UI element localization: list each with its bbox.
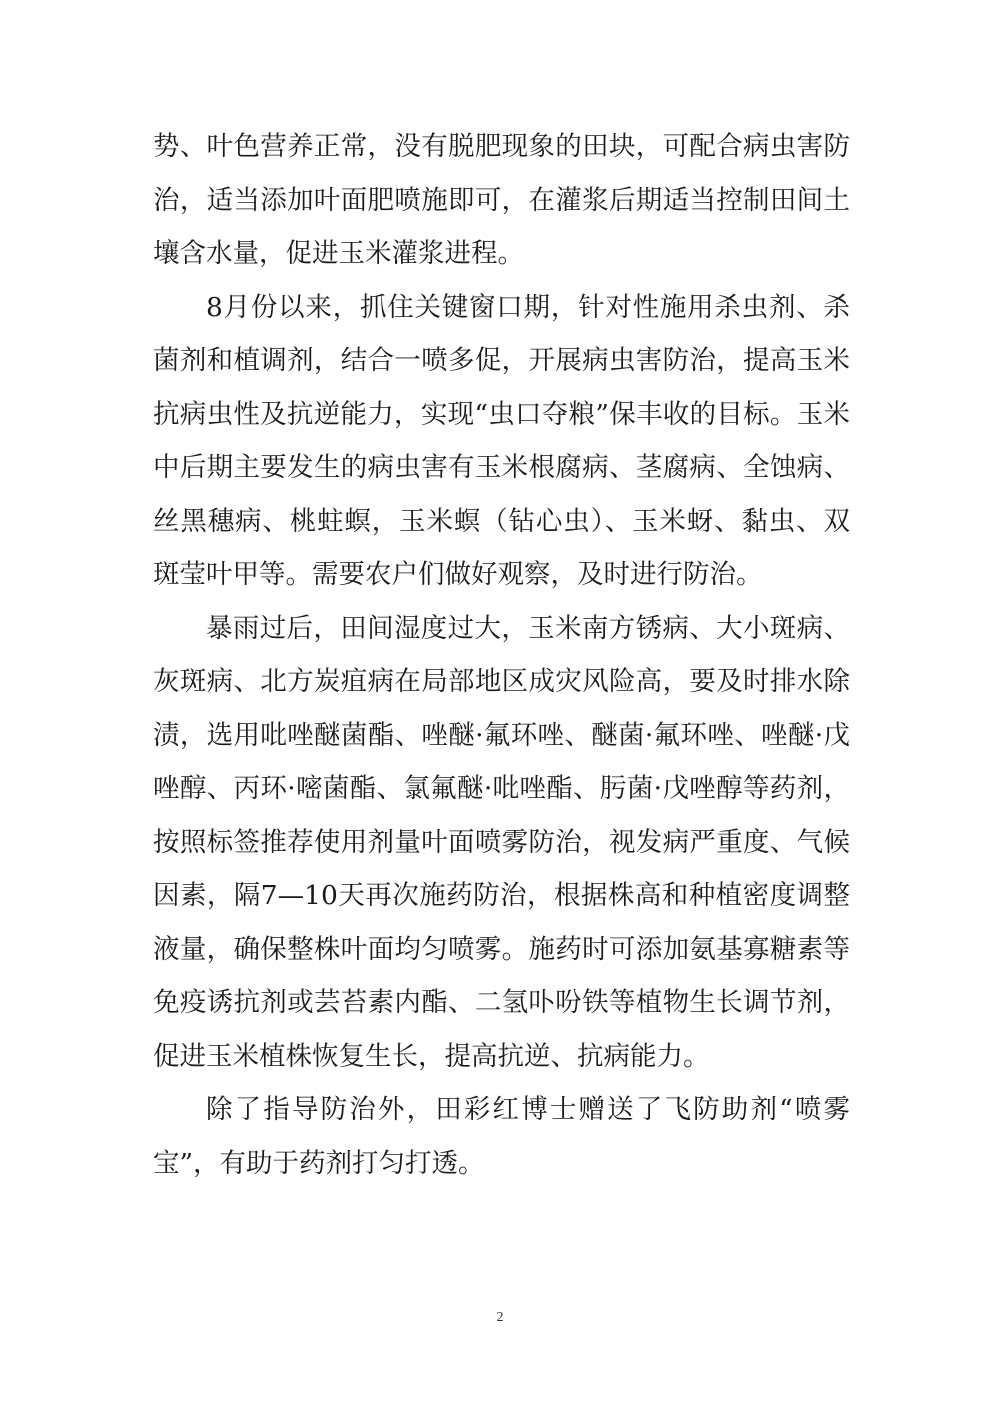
paragraph-pest-control: 8月份以来，抓住关键窗口期，针对性施用杀虫剂、杀菌剂和植调剂，结合一喷多促，开展病虫害防治，提高玉米抗病虫性及抗逆能力，实现“虫口夺粮”保丰收的目标。玉米中后期主要发生的病虫害有玉米根腐病、茎腐病、全蚀病、丝黑穗病、桃蛀螟，玉米螟（钻心虫）、玉米蚜、黏虫、双斑莹叶甲等。需要农户们做好观察，及时进行防治。 (153, 291, 850, 590)
page-number: 2 (496, 1310, 504, 1325)
paragraph-rainstorm-disease: 暴雨过后，田间湿度过大，玉米南方锈病、大小斑病、灰斑病、北方炭疽病在局部地区成灾风险高，要及时排水除渍，选用吡唑醚菌酯、唑醚·氟环唑、醚菌·氟环唑、唑醚·戊唑醇、丙环·嘧菌酯、氯氟醚·吡唑酯、肟菌·戊唑醇等药剂，按照标签推荐使用剂量叶面喷雾防治，视发病严重度、气候因素，隔7—10天再次施药防治，根据株高和种植密度调整液量，确保整株叶面均匀喷雾。施药时可添加氨基寡糖素等免疫诱抗剂或芸苔素内酯、二氢卟吩铁等植物生长调节剂，促进玉米植株恢复生长，提高抗逆、抗病能力。 (153, 612, 850, 1072)
body-text (153, 120, 850, 1190)
paragraph-spray-aid: 除了指导防治外，田彩红博士赠送了飞防助剂“喷雾宝”，有助于药剂打匀打透。 (153, 1094, 850, 1179)
paragraph-continuation: 势、叶色营养正常，没有脱肥现象的田块，可配合病虫害防治，适当添加叶面肥喷施即可，在灌浆后期适当控制田间土壤含水量，促进玉米灌浆进程。 (153, 131, 850, 269)
